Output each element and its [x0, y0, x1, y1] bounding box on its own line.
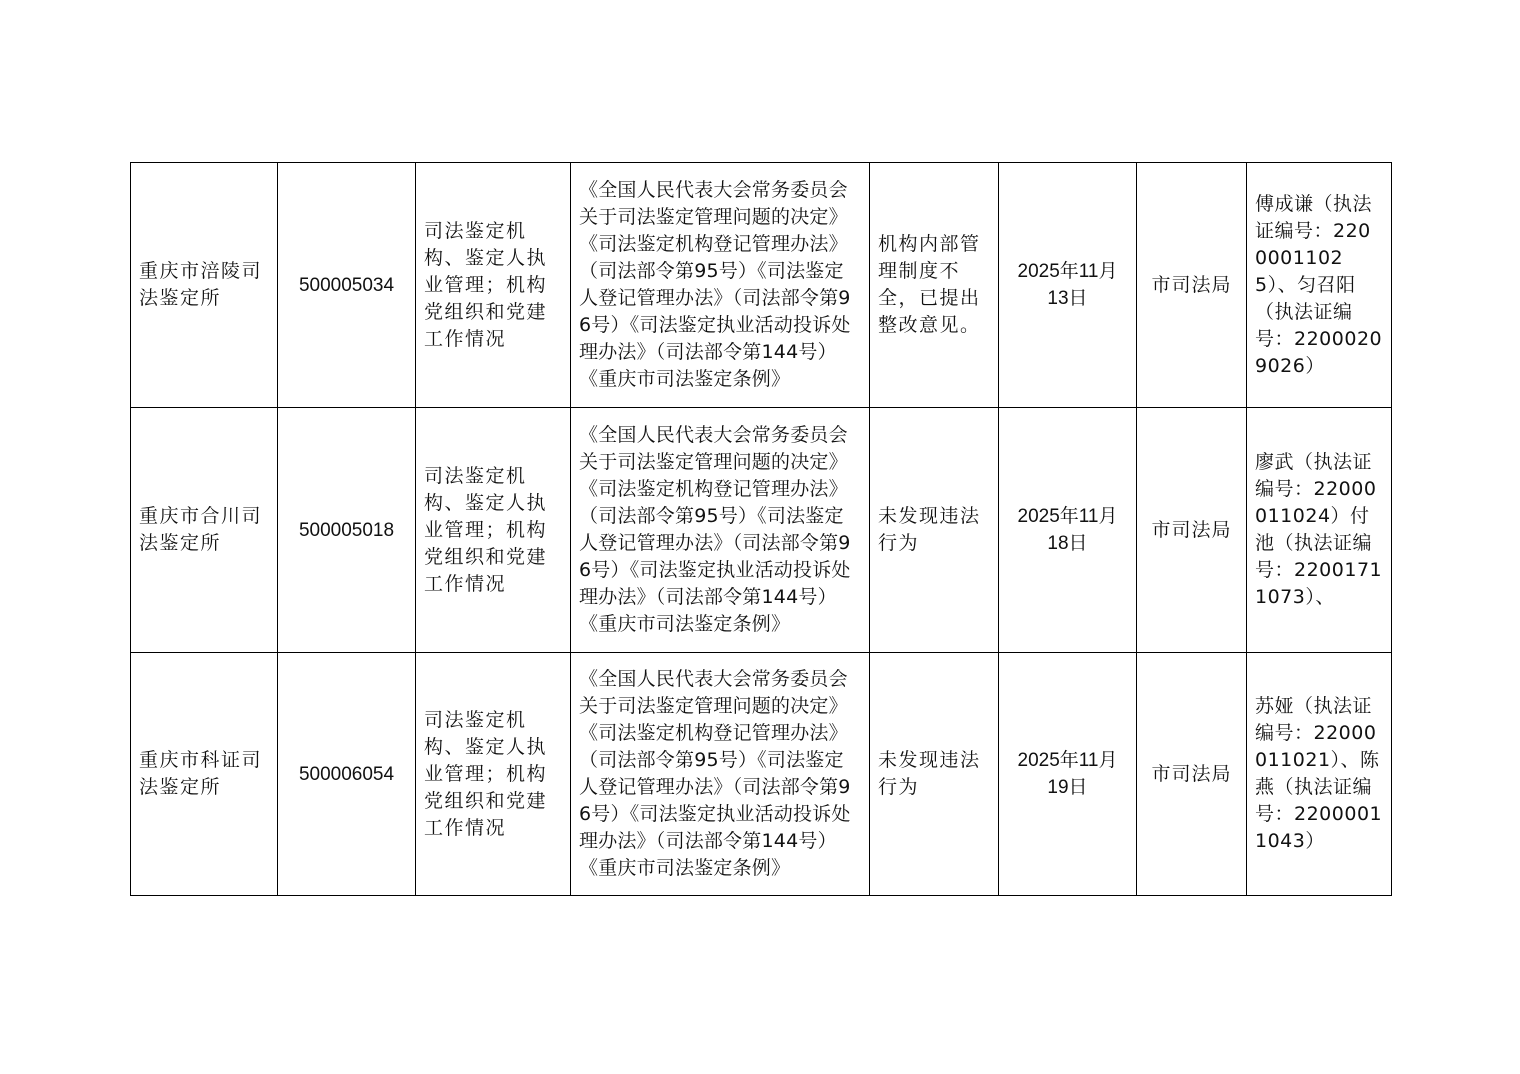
inspecting-authority-cell: 市司法局	[1137, 163, 1247, 408]
inspection-result-cell: 机构内部管理制度不全，已提出整改意见。	[870, 163, 999, 408]
date-line-day: 13日	[1047, 288, 1088, 309]
inspection-result-cell: 未发现违法行为	[870, 408, 999, 653]
inspection-date-cell	[999, 163, 1137, 408]
inspection-scope-cell: 司法鉴定机构、鉴定人执业管理；机构党组织和党建工作情况	[416, 163, 571, 408]
institution-name-cell: 重庆市涪陵司法鉴定所	[131, 163, 278, 408]
inspecting-authority-cell: 市司法局	[1137, 653, 1247, 896]
institution-name-cell: 重庆市合川司法鉴定所	[131, 408, 278, 653]
inspector-staff-cell: 傅成谦（执法证编号：22000011025）、匀召阳（执法证编号：22000209026）	[1247, 163, 1392, 408]
date-line-day: 18日	[1047, 533, 1088, 554]
legal-basis-cell: 《全国人民代表大会常务委员会关于司法鉴定管理问题的决定》《司法鉴定机构登记管理办法》（司法部令第95号）《司法鉴定人登记管理办法》（司法部令第96号）《司法鉴定执业活动投诉处理办法》（司法部令第144号）《重庆市司法鉴定条例》	[571, 163, 870, 408]
date-line-day: 19日	[1047, 777, 1088, 798]
date-line-month: 2025年11月	[1017, 506, 1118, 527]
inspection-scope-cell: 司法鉴定机构、鉴定人执业管理；机构党组织和党建工作情况	[416, 653, 571, 896]
table-row	[131, 163, 1392, 408]
inspection-date-cell	[999, 408, 1137, 653]
inspector-staff-cell: 廖武（执法证编号：22000011024）付池（执法证编号：22001711073）、	[1247, 408, 1392, 653]
inspecting-authority-cell: 市司法局	[1137, 408, 1247, 653]
inspection-records-table	[130, 162, 1392, 896]
inspector-staff-cell: 苏娅（执法证编号：22000011021）、陈燕（执法证编号：22000011043）	[1247, 653, 1392, 896]
legal-basis-cell: 《全国人民代表大会常务委员会关于司法鉴定管理问题的决定》《司法鉴定机构登记管理办法》（司法部令第95号）《司法鉴定人登记管理办法》（司法部令第96号）《司法鉴定执业活动投诉处理办法》（司法部令第144号）《重庆市司法鉴定条例》	[571, 408, 870, 653]
date-line-month: 2025年11月	[1017, 261, 1118, 282]
legal-basis-cell: 《全国人民代表大会常务委员会关于司法鉴定管理问题的决定》《司法鉴定机构登记管理办法》（司法部令第95号）《司法鉴定人登记管理办法》（司法部令第96号）《司法鉴定执业活动投诉处理办法》（司法部令第144号）《重庆市司法鉴定条例》	[571, 653, 870, 896]
table-row	[131, 408, 1392, 653]
institution-code-cell: 500006054	[278, 653, 416, 896]
institution-code-cell: 500005034	[278, 163, 416, 408]
inspection-scope-cell: 司法鉴定机构、鉴定人执业管理；机构党组织和党建工作情况	[416, 408, 571, 653]
table-row	[131, 653, 1392, 896]
institution-name-cell: 重庆市科证司法鉴定所	[131, 653, 278, 896]
inspection-result-cell: 未发现违法行为	[870, 653, 999, 896]
institution-code-cell: 500005018	[278, 408, 416, 653]
inspection-date-cell	[999, 653, 1137, 896]
date-line-month: 2025年11月	[1017, 750, 1118, 771]
